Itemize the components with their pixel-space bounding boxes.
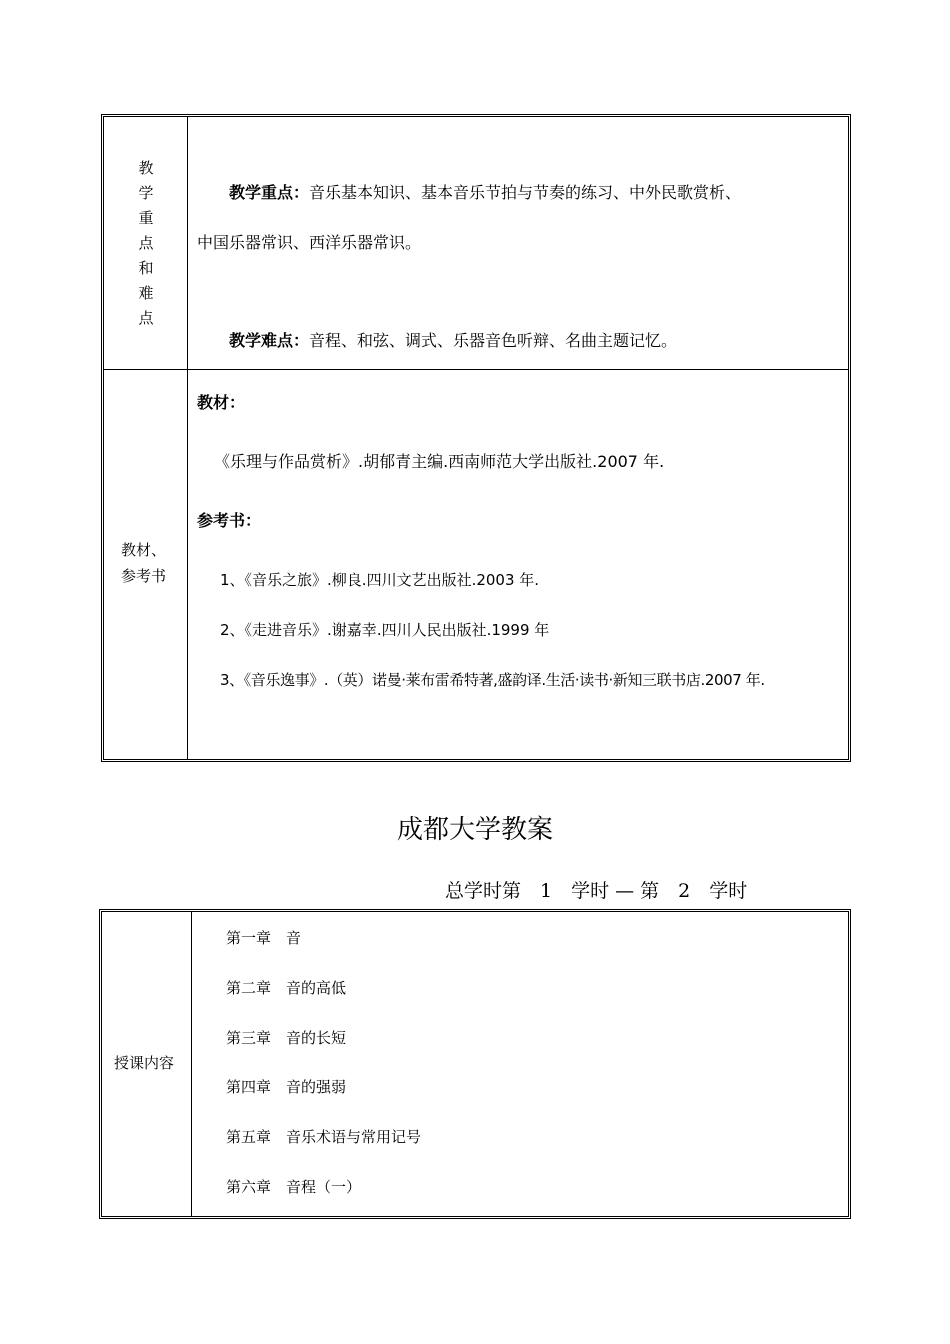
key-points-text: 音乐基本知识、基本音乐节拍与节奏的练习、中外民歌赏析、 [309, 183, 742, 202]
chapter-item: 第四章 音的强弱 [226, 1078, 347, 1096]
column-divider [191, 912, 192, 1216]
reference-item: 1、《音乐之旅》.柳良.四川文艺出版社.2003 年. [220, 571, 540, 589]
page-title: 成都大学教案 [396, 815, 553, 845]
difficulties [229, 331, 677, 351]
column-divider [187, 117, 188, 759]
chapter-item: 第六章 音程（一） [226, 1178, 362, 1196]
row-divider [104, 369, 848, 370]
reference-item: 3、《音乐逸事》.（英）诺曼·莱布雷希特著,盛韵译.生活·读书·新知三联书店.2007 年. [220, 671, 765, 689]
chapter-item: 第三章 音的长短 [226, 1029, 347, 1047]
difficulties-text: 音程、和弦、调式、乐器音色听辩、名曲主题记忆。 [309, 331, 678, 350]
textbook: 《乐理与作品赏析》.胡郁青主编.西南师范大学出版社.2007 年. [214, 452, 665, 471]
difficulties-label: 教学难点： [229, 331, 310, 350]
row-label-materials-2: 参考书 [121, 567, 167, 585]
chapter-item: 第二章 音的高低 [226, 979, 347, 997]
chapter-item: 第一章 音 [226, 929, 302, 947]
reference-label: 参考书： [197, 511, 262, 530]
reference-item: 2、《走进音乐》.谢嘉幸.四川人民出版社.1999 年 [220, 621, 550, 639]
table-course-content [99, 909, 851, 1219]
row-label-materials-1: 教材、 [121, 541, 167, 559]
chapter-item: 第五章 音乐术语与常用记号 [226, 1128, 422, 1146]
key-points-label: 教学重点： [229, 183, 310, 202]
row-label-content: 授课内容 [114, 1054, 175, 1072]
hours-info: 总学时第 1 学时 — 第 2 学时 [445, 880, 748, 902]
table-teaching-focus [101, 114, 851, 762]
textbook-label: 教材： [197, 393, 246, 412]
key-points-text-2: 中国乐器常识、西洋乐器常识。 [197, 233, 422, 252]
key-points [229, 183, 741, 203]
row-label-focus: 教学重点和难点 [138, 159, 154, 327]
